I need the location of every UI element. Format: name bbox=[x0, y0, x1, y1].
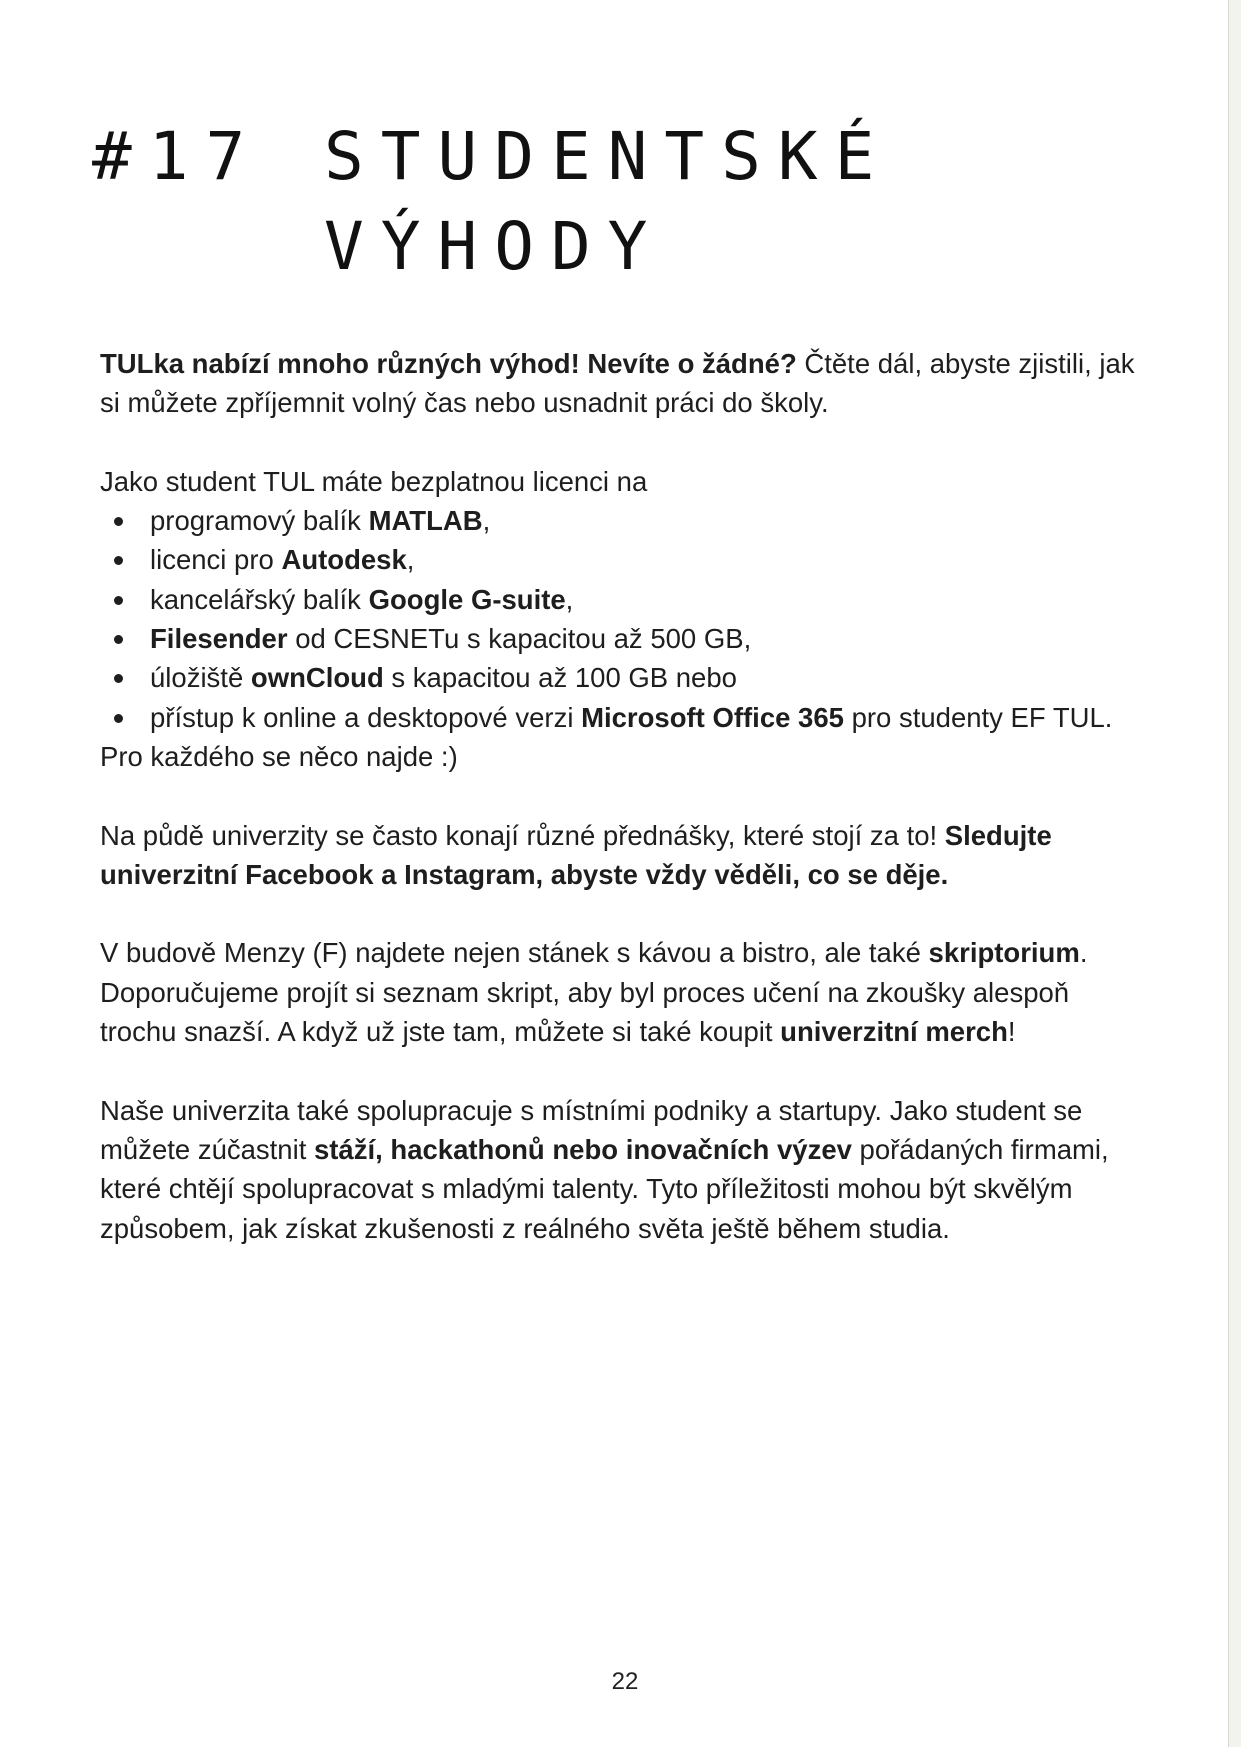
licences-list bbox=[100, 501, 1150, 737]
list-item: licenci pro Autodesk, bbox=[100, 540, 1150, 579]
list-item: programový balík MATLAB, bbox=[100, 501, 1150, 540]
bullet-icon bbox=[114, 517, 123, 526]
body-text bbox=[100, 344, 1150, 1248]
list-item: úložiště ownCloud s kapacitou až 100 GB nebo bbox=[100, 658, 1150, 697]
bullet-icon bbox=[114, 596, 123, 605]
bullet-icon bbox=[114, 635, 123, 644]
title-line-1: STUDENTSKÉ bbox=[324, 118, 892, 195]
list-item: kancelářský balík Google G-suite, bbox=[100, 580, 1150, 619]
page-title bbox=[92, 112, 891, 292]
intro-text: Čtěte dál, abyste zjistili, jak si můžete zpříjemnit volný čas nebo usnadnit práci do školy. bbox=[100, 348, 1135, 419]
menza-paragraph: V budově Menzy (F) najdete nejen stánek s kávou a bistro, ale také skriptorium. Doporučujeme projít si seznam skript, aby byl proces učení na zkoušky alespoň trochu snazší. A když už jste tam, můžete si také koupit univerzitní merch! bbox=[100, 937, 1088, 1048]
licences-lead: Jako student TUL máte bezplatnou licenci na bbox=[100, 465, 648, 497]
events-bold: Sledujte univerzitní Facebook a Instagram, abyste vždy věděli, co se děje. bbox=[100, 819, 1052, 890]
page-number: 22 bbox=[611, 1668, 639, 1695]
bullet-icon bbox=[114, 714, 123, 723]
chapter-number: #17 bbox=[92, 118, 263, 195]
list-item: Filesender od CESNETu s kapacitou až 500 GB, bbox=[100, 619, 1150, 658]
cooperation-paragraph: Naše univerzita také spolupracuje s místními podniky a startupy. Jako student se můžete zúčastnit stáží, hackathonů nebo inovačních výzev pořádaných firmami, které chtějí spolupracovat s mladými talenty. Tyto příležitosti mohou být skvělým způsobem, jak získat zkušenosti z reálného světa ještě během studia. bbox=[100, 1094, 1109, 1244]
intro-paragraph bbox=[100, 344, 1150, 423]
page-edge bbox=[1228, 0, 1241, 1747]
title-line-2: VÝHODY bbox=[324, 208, 665, 285]
bullet-icon bbox=[114, 556, 123, 565]
events-paragraph: Na půdě univerzity se často konají různé přednášky, které stojí za to! Sledujte univerzitní Facebook a Instagram, abyste vždy věděli, co se děje. bbox=[100, 819, 1052, 890]
intro-bold: TULka nabízí mnoho různých výhod! Nevíte o žádné? bbox=[100, 348, 797, 379]
bullet-icon bbox=[114, 674, 123, 683]
licences-closing: Pro každého se něco najde :) bbox=[100, 740, 458, 772]
list-item: přístup k online a desktopové verzi Microsoft Office 365 pro studenty EF TUL. bbox=[100, 698, 1150, 737]
